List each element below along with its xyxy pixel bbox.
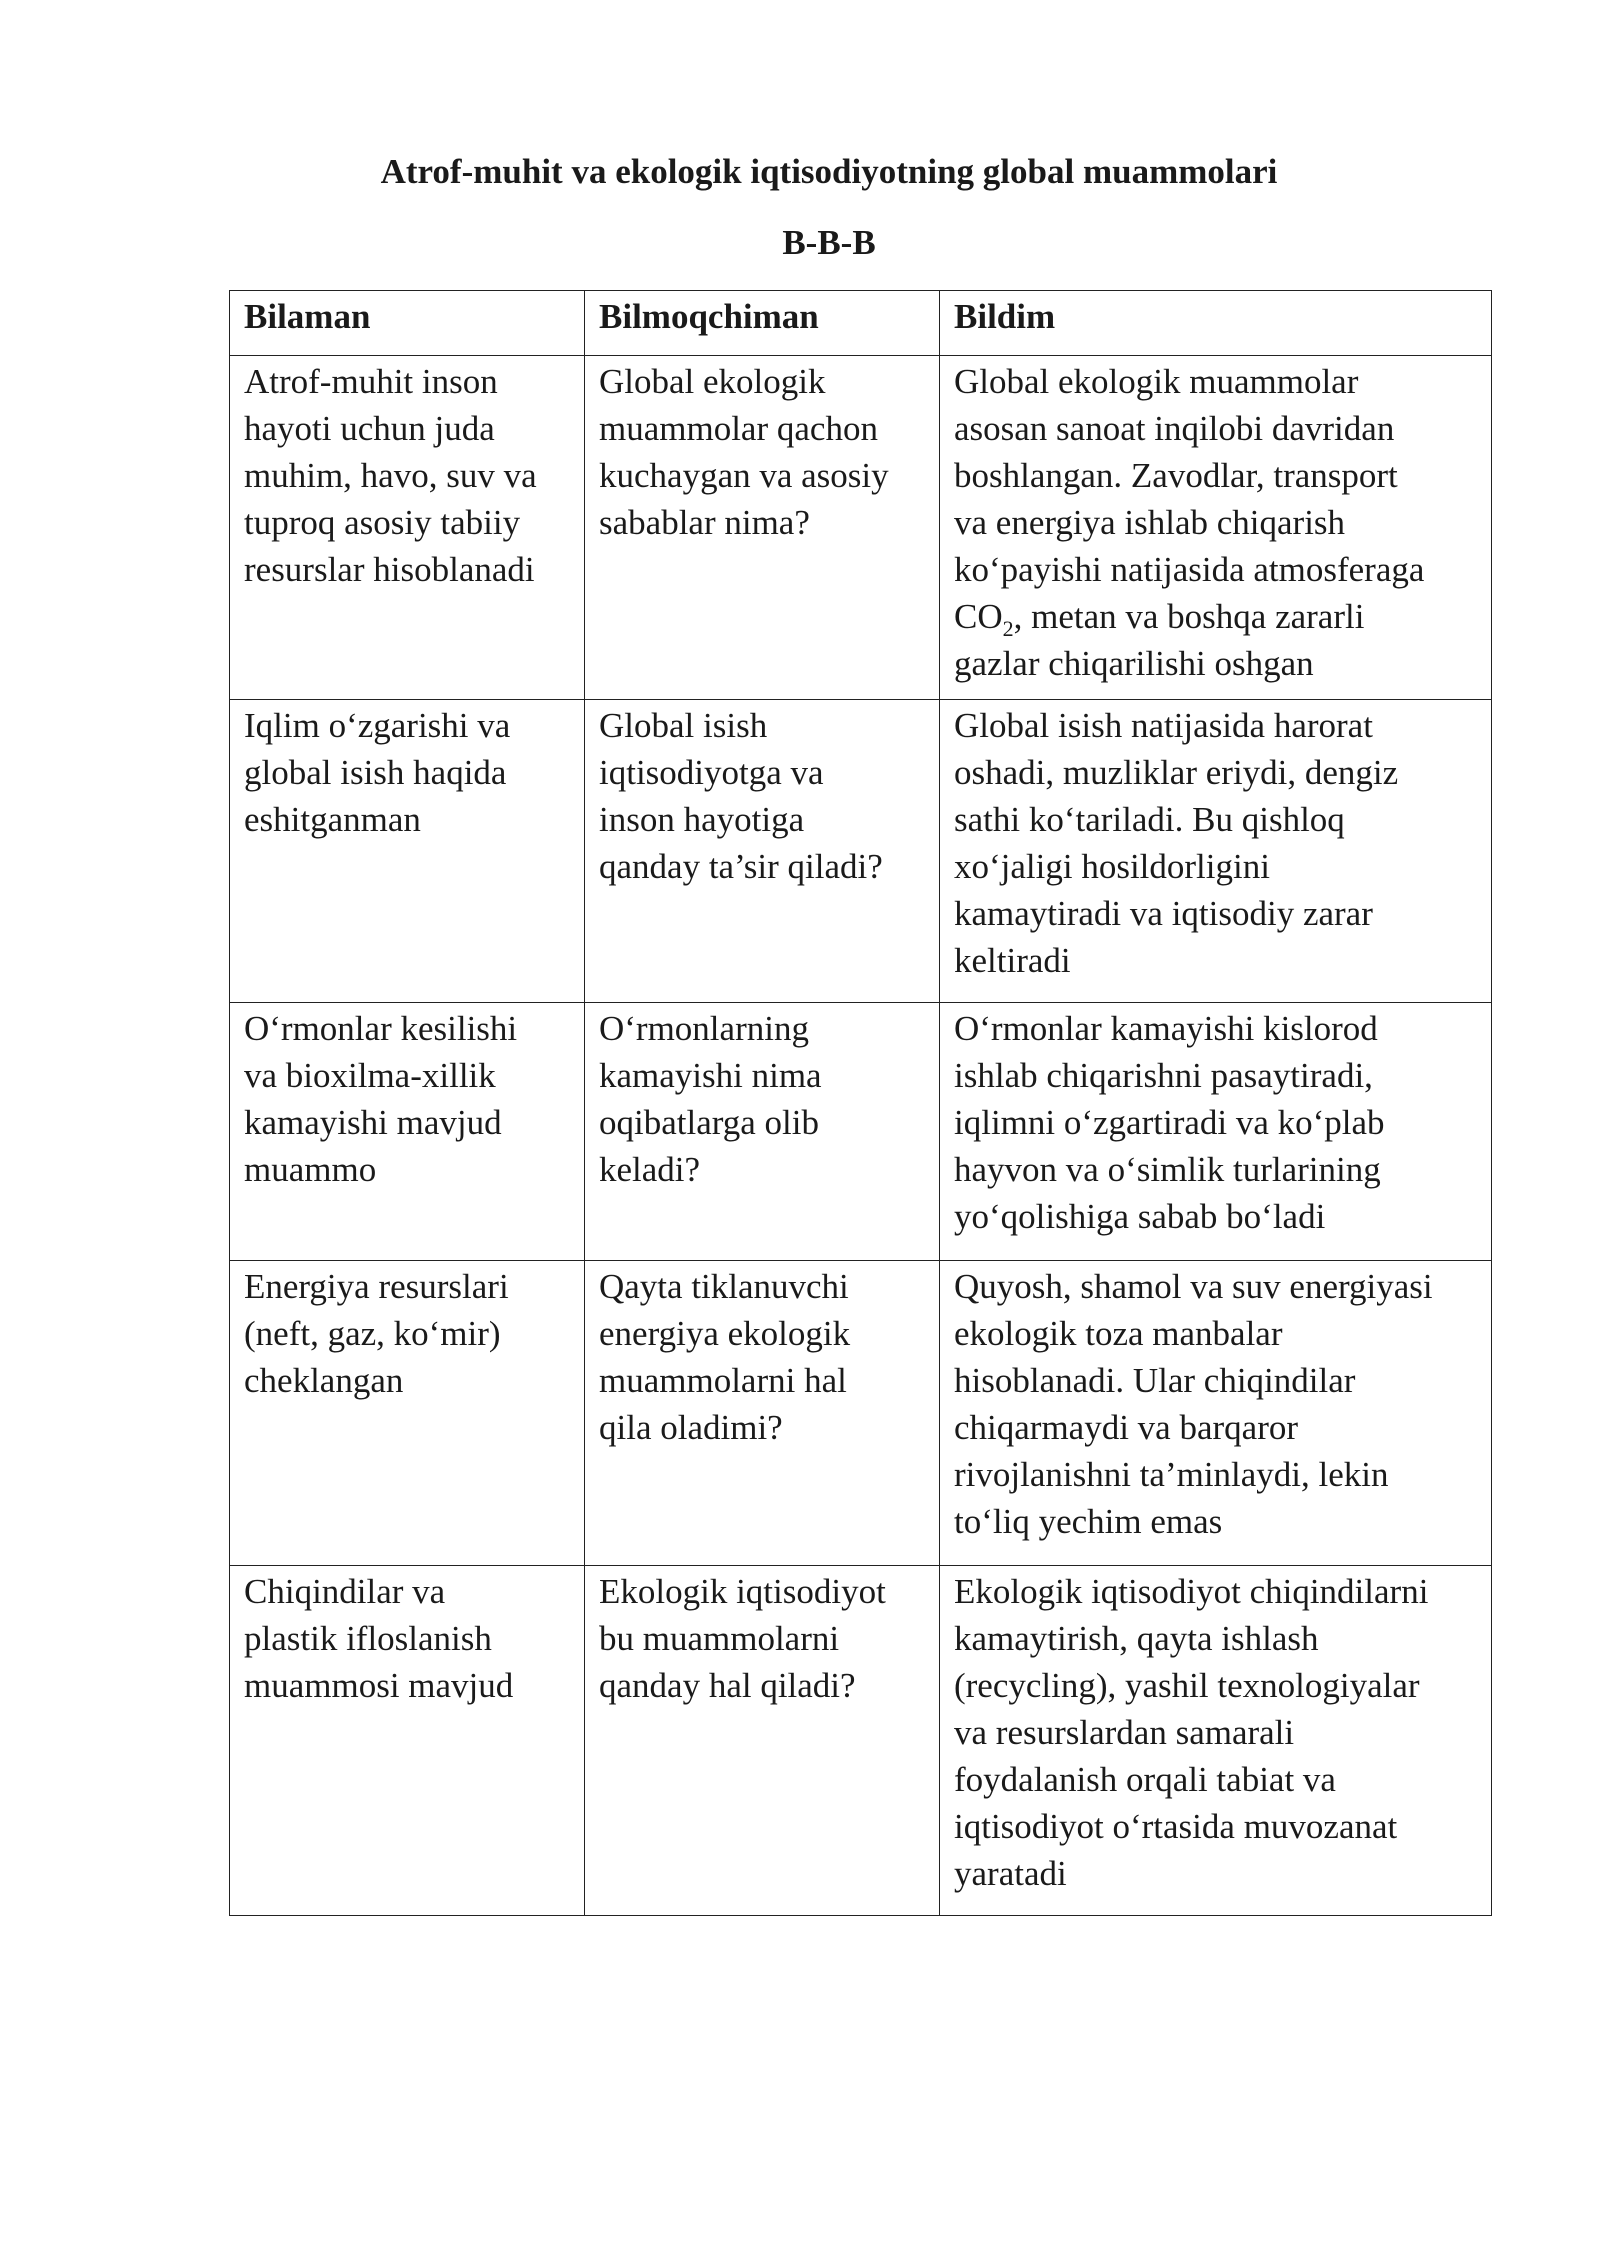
cell-bilaman — [230, 356, 585, 700]
header-bildim: Bildim — [940, 291, 1492, 356]
cell-line: muammo — [244, 1150, 377, 1189]
cell-line: yaratadi — [954, 1854, 1067, 1893]
cell-line: Global ekologik — [599, 362, 826, 401]
cell-line: sathi koʻtariladi. Bu qishloq — [954, 800, 1345, 839]
cell-line: kamayishi mavjud — [244, 1103, 502, 1142]
cell-line: boshlangan. Zavodlar, transport — [954, 456, 1398, 495]
cell-line: muhim, havo, suv va — [244, 456, 537, 495]
cell-line: kuchaygan va asosiy — [599, 456, 889, 495]
cell-line: plastik ifloslanish — [244, 1619, 492, 1658]
cell-line: tuproq asosiy tabiiy — [244, 503, 521, 542]
cell-line: ekologik toza manbalar — [954, 1314, 1283, 1353]
cell-bildim — [940, 1003, 1492, 1261]
cell-line: iqlimni oʻzgartiradi va koʻplab — [954, 1103, 1385, 1142]
header-bilaman: Bilaman — [230, 291, 585, 356]
cell-line: Chiqindilar va — [244, 1572, 446, 1611]
cell-line: oqibatlarga olib — [599, 1103, 819, 1142]
bbb-table — [229, 290, 1492, 1916]
cell-bilaman — [230, 1566, 585, 1916]
co-text: CO — [954, 597, 1003, 636]
cell-line: hayvon va oʻsimlik turlarining — [954, 1150, 1381, 1189]
cell-line: (neft, gaz, koʻmir) — [244, 1314, 501, 1353]
cell-line: energiya ekologik — [599, 1314, 851, 1353]
cell-line: cheklangan — [244, 1361, 404, 1400]
header-bilmoqchiman: Bilmoqchiman — [585, 291, 940, 356]
cell-line: yoʻqolishiga sabab boʻladi — [954, 1197, 1326, 1236]
cell-line: sabablar nima? — [599, 503, 810, 542]
cell-line: Qayta tiklanuvchi — [599, 1267, 849, 1306]
cell-bilmoqchiman — [585, 356, 940, 700]
cell-line: hayoti uchun juda — [244, 409, 495, 448]
cell-line: Oʻrmonlarning — [599, 1009, 809, 1048]
table-header-row — [230, 291, 1492, 356]
cell-line: va resurslardan samarali — [954, 1713, 1295, 1752]
cell-bilmoqchiman — [585, 1261, 940, 1566]
cell-line: bu muammolarni — [599, 1619, 840, 1658]
cell-bilmoqchiman — [585, 1003, 940, 1261]
cell-line: eshitganman — [244, 800, 421, 839]
cell-bildim — [940, 700, 1492, 1003]
cell-line: resurslar hisoblanadi — [244, 550, 535, 589]
table-row — [230, 1566, 1492, 1916]
cell-line: Global isish — [599, 706, 768, 745]
cell-line: qanday ta’sir qiladi? — [599, 847, 883, 886]
table-row — [230, 1003, 1492, 1261]
cell-line: chiqarmaydi va barqaror — [954, 1408, 1299, 1447]
cell-line: hisoblanadi. Ular chiqindilar — [954, 1361, 1356, 1400]
cell-line: oshadi, muzliklar eriydi, dengiz — [954, 753, 1399, 792]
cell-line: global isish haqida — [244, 753, 507, 792]
cell-line: iqtisodiyot oʻrtasida muvozanat — [954, 1807, 1398, 1846]
cell-line: Atrof-muhit inson — [244, 362, 498, 401]
cell-line: gazlar chiqarilishi oshgan — [954, 644, 1314, 683]
cell-line: Ekologik iqtisodiyot — [599, 1572, 886, 1611]
page-title: Atrof-muhit va ekologik iqtisodiyotning global muammolari — [380, 152, 1278, 191]
cell-bilaman — [230, 1261, 585, 1566]
cell-line: muammolar qachon — [599, 409, 878, 448]
cell-bildim — [940, 356, 1492, 700]
cell-bildim — [940, 1566, 1492, 1916]
cell-line: Ekologik iqtisodiyot chiqindilarni — [954, 1572, 1429, 1611]
cell-line: kamaytiradi va iqtisodiy zarar — [954, 894, 1373, 933]
cell-bildim — [940, 1261, 1492, 1566]
cell-line: asosan sanoat inqilobi davridan — [954, 409, 1395, 448]
cell-line: kamayishi nima — [599, 1056, 822, 1095]
cell-line: iqtisodiyotga va — [599, 753, 824, 792]
cell-line: qanday hal qiladi? — [599, 1666, 856, 1705]
cell-line: Global isish natijasida harorat — [954, 706, 1373, 745]
cell-line-rest: , metan va boshqa zararli — [1013, 597, 1365, 636]
cell-line: (recycling), yashil texnologiyalar — [954, 1666, 1420, 1705]
table-row — [230, 356, 1492, 700]
cell-line: Quyosh, shamol va suv energiyasi — [954, 1267, 1433, 1306]
cell-line: muammosi mavjud — [244, 1666, 514, 1705]
cell-line: qila oladimi? — [599, 1408, 783, 1447]
cell-line: xoʻjaligi hosildorligini — [954, 847, 1270, 886]
cell-line: Global ekologik muammolar — [954, 362, 1359, 401]
cell-line: foydalanish orqali tabiat va — [954, 1760, 1336, 1799]
cell-line: Energiya resurslari — [244, 1267, 509, 1306]
cell-line: rivojlanishni ta’minlaydi, lekin — [954, 1455, 1389, 1494]
cell-line: inson hayotiga — [599, 800, 805, 839]
cell-line: Oʻrmonlar kesilishi — [244, 1009, 518, 1048]
cell-bilmoqchiman — [585, 1566, 940, 1916]
cell-line: Iqlim oʻzgarishi va — [244, 706, 511, 745]
cell-bilaman — [230, 1003, 585, 1261]
cell-line: keladi? — [599, 1150, 701, 1189]
cell-line: koʻpayishi natijasida atmosferaga — [954, 550, 1425, 589]
cell-line: keltiradi — [954, 941, 1071, 980]
cell-line-co2 — [954, 593, 1477, 640]
cell-line: toʻliq yechim emas — [954, 1502, 1223, 1541]
cell-line: va energiya ishlab chiqarish — [954, 503, 1346, 542]
cell-line: ishlab chiqarishni pasaytiradi, — [954, 1056, 1373, 1095]
cell-bilmoqchiman — [585, 700, 940, 1003]
cell-line: muammolarni hal — [599, 1361, 847, 1400]
table-row — [230, 700, 1492, 1003]
co-subscript: 2 — [1002, 616, 1014, 641]
cell-line: Oʻrmonlar kamayishi kislorod — [954, 1009, 1378, 1048]
page-subtitle: B-B-B — [782, 223, 876, 262]
cell-bilaman — [230, 700, 585, 1003]
table-row — [230, 1261, 1492, 1566]
cell-line: va bioxilma-xillik — [244, 1056, 496, 1095]
cell-line: kamaytirish, qayta ishlash — [954, 1619, 1319, 1658]
